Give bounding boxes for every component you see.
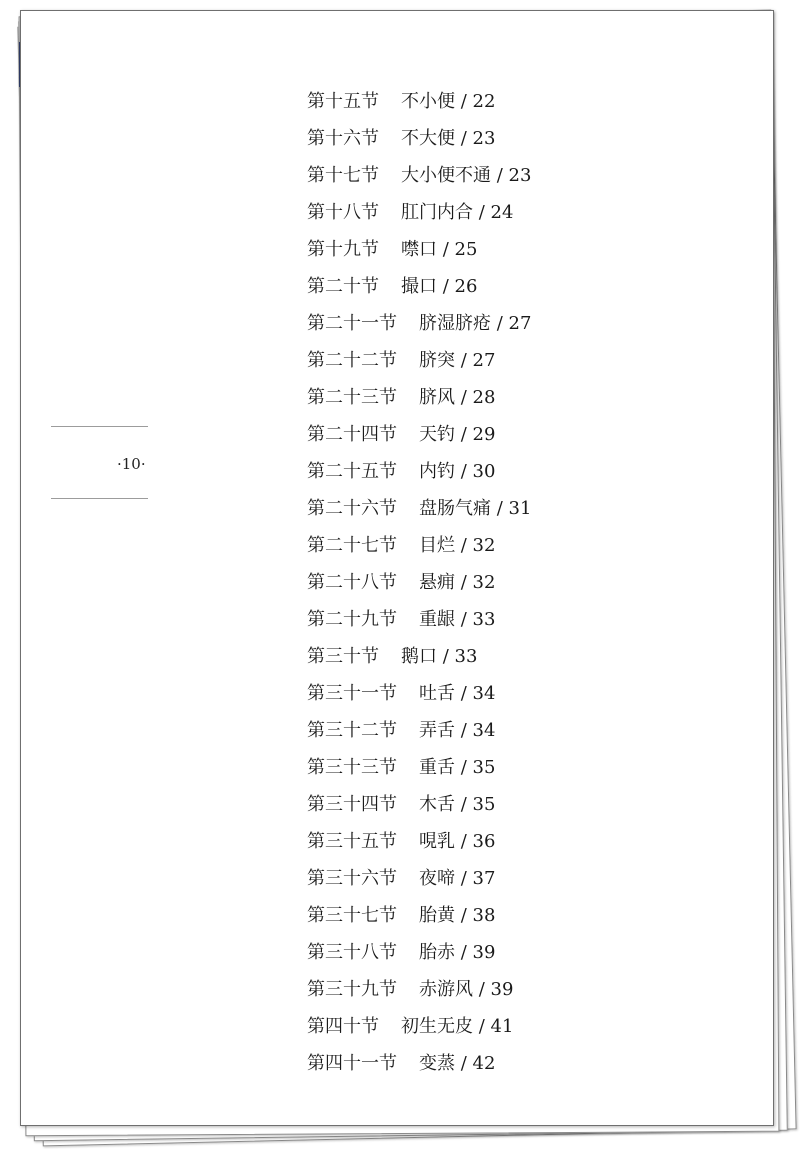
toc-entry xyxy=(307,416,531,453)
section-label: 第三十三节 xyxy=(307,757,397,778)
section-label: 第十五节 xyxy=(307,91,379,112)
section-label: 第十九节 xyxy=(307,239,379,260)
section-label: 第二十节 xyxy=(307,276,379,297)
section-label: 第四十节 xyxy=(307,1016,379,1037)
toc-entry xyxy=(307,564,531,601)
toc-entry xyxy=(307,1045,531,1082)
toc-entry xyxy=(307,379,531,416)
toc-entry xyxy=(307,120,531,157)
document-page xyxy=(20,10,774,1126)
toc-entry xyxy=(307,897,531,934)
entry-title: 脐湿脐疮 / 27 xyxy=(419,313,532,334)
toc-entry xyxy=(307,712,531,749)
entry-title: 天钓 / 29 xyxy=(419,424,496,445)
toc-entry xyxy=(307,268,531,305)
margin-rule xyxy=(51,426,148,427)
section-label: 第十八节 xyxy=(307,202,379,223)
section-label: 第三十节 xyxy=(307,646,379,667)
section-label: 第三十七节 xyxy=(307,905,397,926)
section-label: 第二十二节 xyxy=(307,350,397,371)
toc-entry xyxy=(307,527,531,564)
toc-entry xyxy=(307,194,531,231)
entry-title: 悬痈 / 32 xyxy=(419,572,496,593)
entry-title: 胎赤 / 39 xyxy=(419,942,496,963)
entry-title: 噤口 / 25 xyxy=(401,239,478,260)
entry-title: 目烂 / 32 xyxy=(419,535,496,556)
entry-title: 木舌 / 35 xyxy=(419,794,496,815)
entry-title: 不小便 / 22 xyxy=(401,91,496,112)
toc-entry xyxy=(307,490,531,527)
entry-title: 胎黄 / 38 xyxy=(419,905,496,926)
entry-title: 哯乳 / 36 xyxy=(419,831,496,852)
toc-entry xyxy=(307,231,531,268)
toc-entry xyxy=(307,823,531,860)
toc-entry xyxy=(307,157,531,194)
toc-entry xyxy=(307,1008,531,1045)
entry-title: 盘肠气痛 / 31 xyxy=(419,498,532,519)
toc-entry xyxy=(307,305,531,342)
entry-title: 脐突 / 27 xyxy=(419,350,496,371)
section-label: 第十六节 xyxy=(307,128,379,149)
entry-title: 吐舌 / 34 xyxy=(419,683,496,704)
section-label: 第二十六节 xyxy=(307,498,397,519)
entry-title: 变蒸 / 42 xyxy=(419,1053,496,1074)
section-label: 第二十九节 xyxy=(307,609,397,630)
entry-title: 鹅口 / 33 xyxy=(401,646,478,667)
section-label: 第三十四节 xyxy=(307,794,397,815)
toc-entry xyxy=(307,749,531,786)
toc-entry xyxy=(307,971,531,1008)
section-label: 第十七节 xyxy=(307,165,379,186)
entry-title: 肛门内合 / 24 xyxy=(401,202,514,223)
section-label: 第二十一节 xyxy=(307,313,397,334)
toc-entry xyxy=(307,638,531,675)
section-label: 第三十九节 xyxy=(307,979,397,1000)
entry-title: 不大便 / 23 xyxy=(401,128,496,149)
section-label: 第三十二节 xyxy=(307,720,397,741)
section-label: 第二十八节 xyxy=(307,572,397,593)
entry-title: 初生无皮 / 41 xyxy=(401,1016,514,1037)
section-label: 第二十四节 xyxy=(307,424,397,445)
section-label: 第二十三节 xyxy=(307,387,397,408)
toc-entry xyxy=(307,342,531,379)
section-label: 第三十八节 xyxy=(307,942,397,963)
entry-title: 内钓 / 30 xyxy=(419,461,496,482)
toc-entry xyxy=(307,601,531,638)
entry-title: 脐风 / 28 xyxy=(419,387,496,408)
entry-title: 重龈 / 33 xyxy=(419,609,496,630)
toc-entry xyxy=(307,453,531,490)
section-label: 第二十七节 xyxy=(307,535,397,556)
toc-entry xyxy=(307,934,531,971)
section-label: 第四十一节 xyxy=(307,1053,397,1074)
section-label: 第三十一节 xyxy=(307,683,397,704)
margin-rule xyxy=(51,498,148,499)
entry-title: 大小便不通 / 23 xyxy=(401,165,532,186)
entry-title: 赤游风 / 39 xyxy=(419,979,514,1000)
entry-title: 撮口 / 26 xyxy=(401,276,478,297)
section-label: 第三十六节 xyxy=(307,868,397,889)
section-label: 第三十五节 xyxy=(307,831,397,852)
toc-entry xyxy=(307,786,531,823)
entry-title: 夜啼 / 37 xyxy=(419,868,496,889)
page-number: ·10· xyxy=(117,455,146,473)
table-of-contents xyxy=(307,83,531,1082)
section-label: 第二十五节 xyxy=(307,461,397,482)
toc-entry xyxy=(307,83,531,120)
toc-entry xyxy=(307,860,531,897)
entry-title: 弄舌 / 34 xyxy=(419,720,496,741)
entry-title: 重舌 / 35 xyxy=(419,757,496,778)
toc-entry xyxy=(307,675,531,712)
